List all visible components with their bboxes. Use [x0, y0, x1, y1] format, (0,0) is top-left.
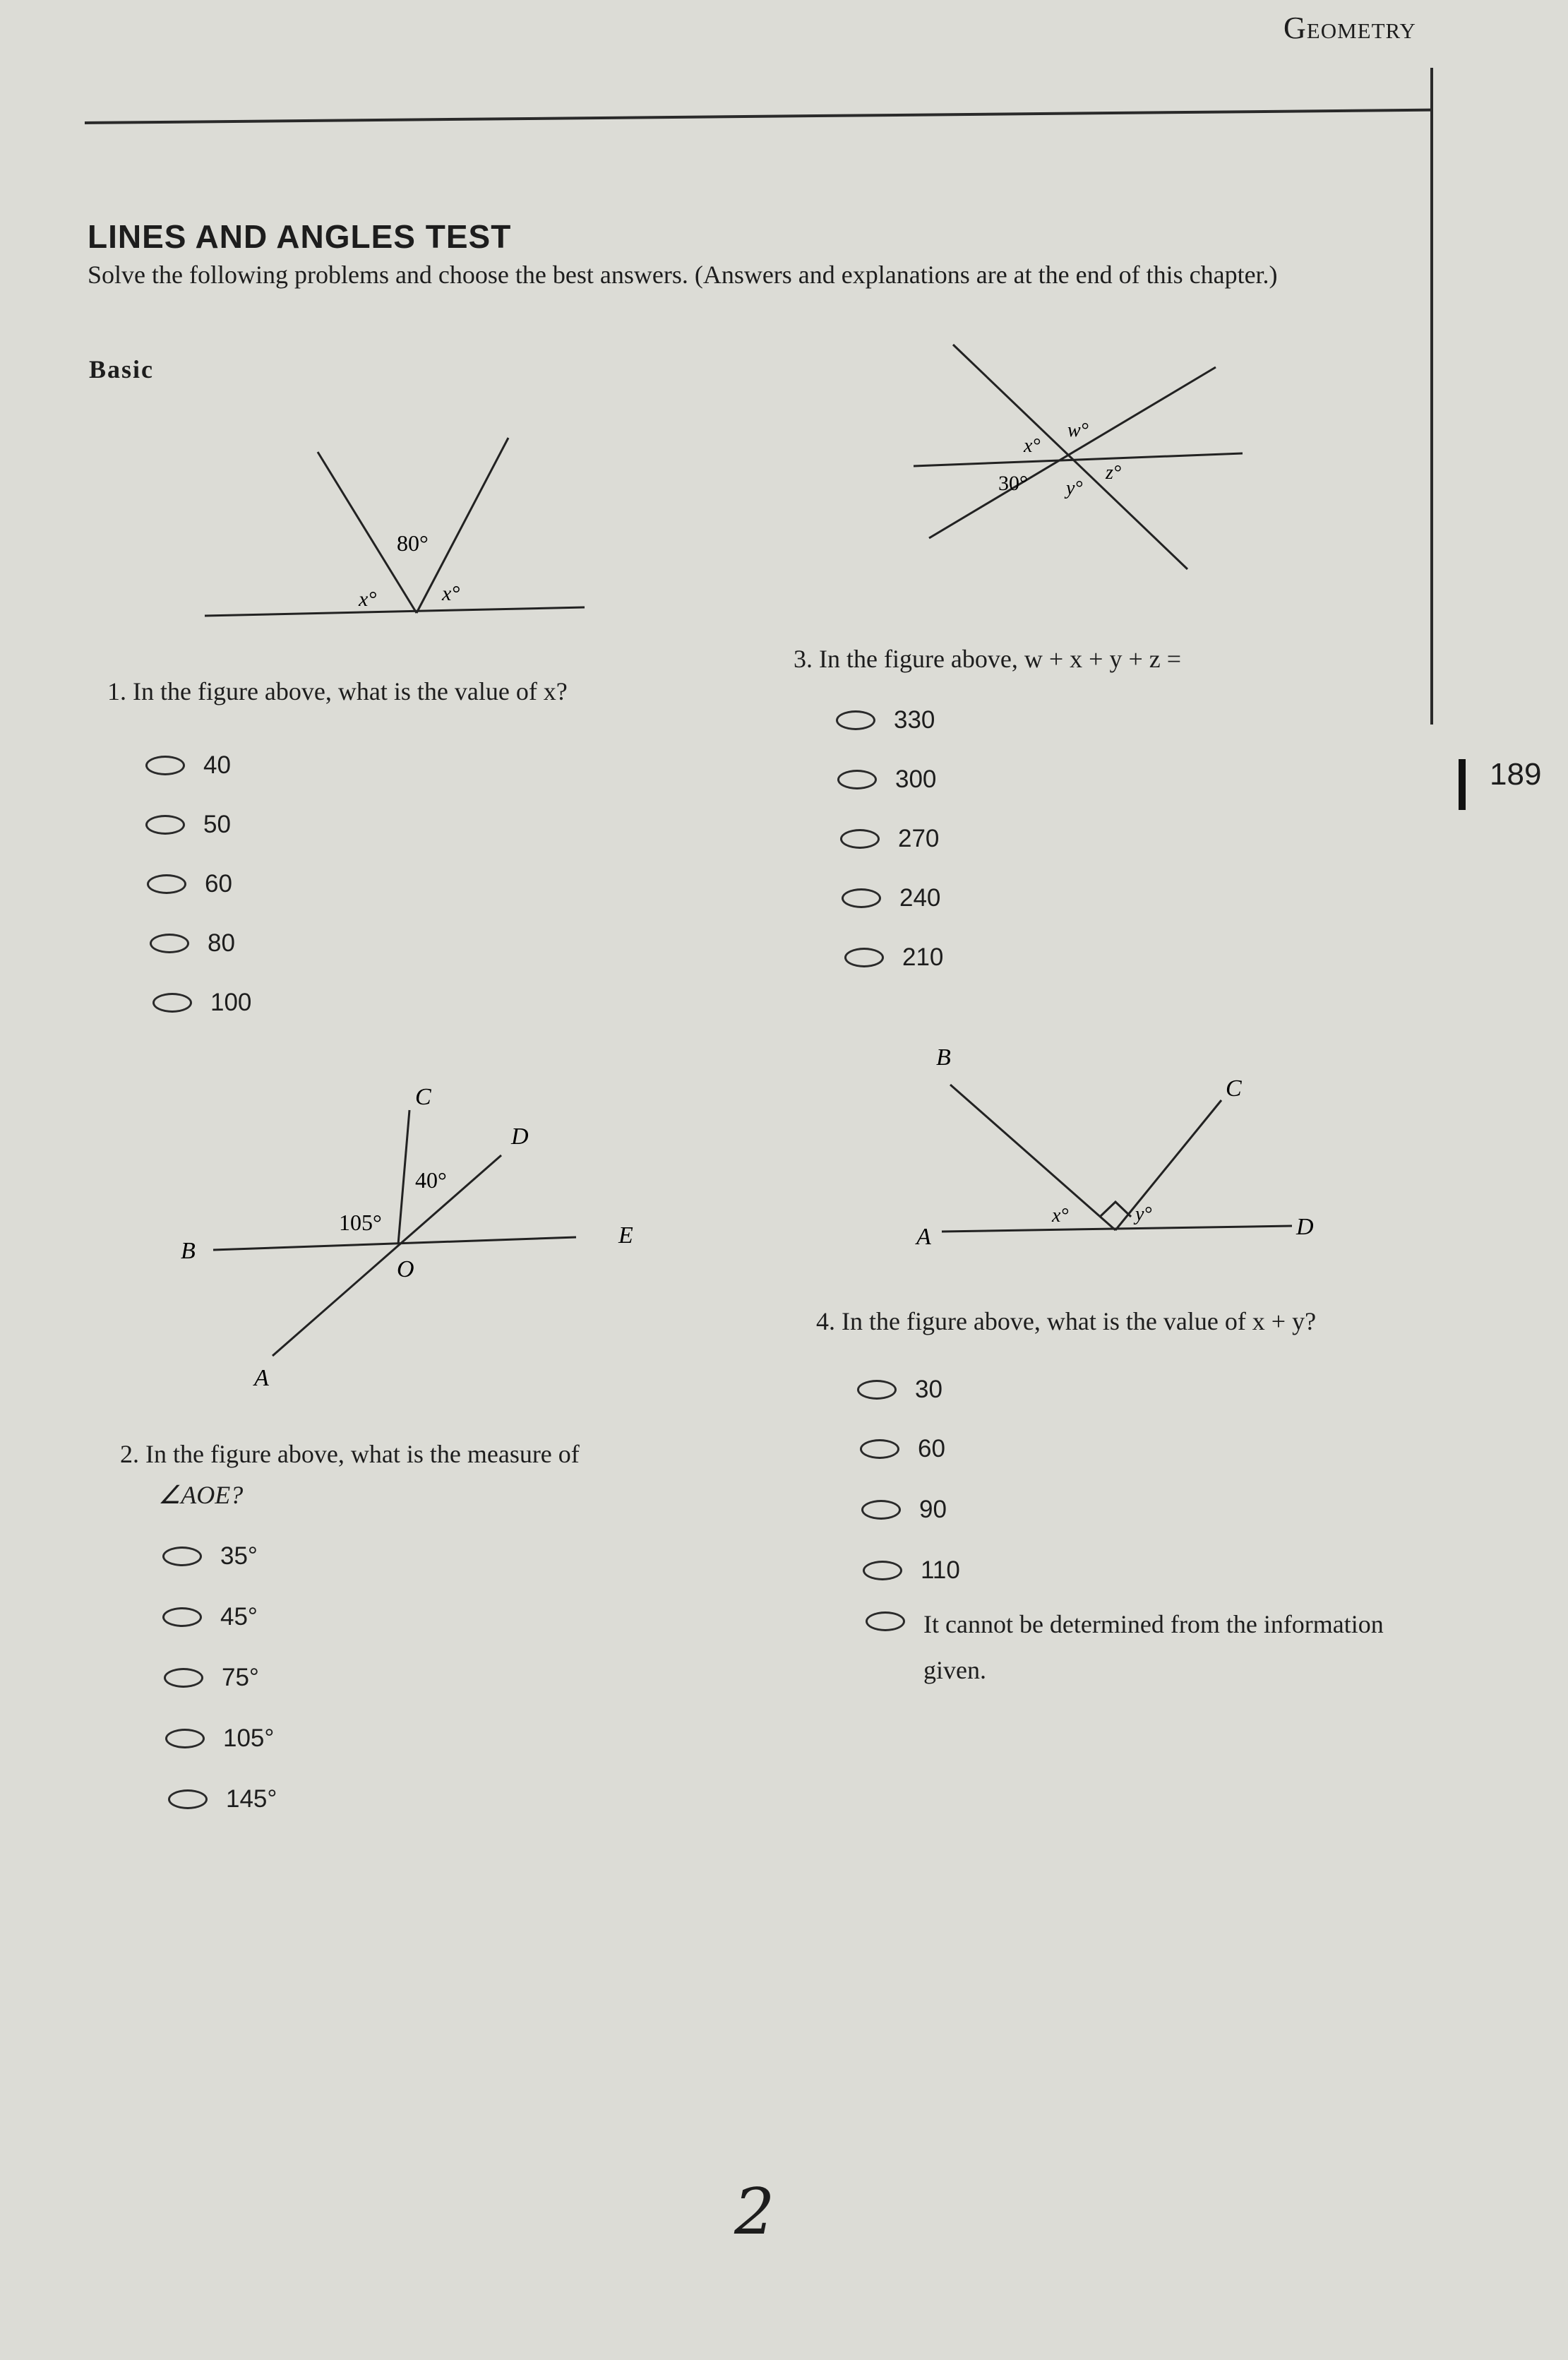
answer-bubble[interactable] — [165, 1729, 205, 1748]
answer-bubble[interactable] — [164, 1668, 203, 1688]
answer-choice[interactable] — [145, 751, 231, 780]
answer-choice[interactable] — [162, 1542, 258, 1571]
choice-label: 145° — [226, 1785, 277, 1813]
fig1-left-label: x° — [359, 588, 377, 611]
answer-choice[interactable] — [844, 943, 943, 972]
answer-choice[interactable] — [150, 929, 235, 958]
choice-label: 240 — [899, 884, 941, 912]
handwritten-note: 2 — [734, 2175, 775, 2249]
question-4 — [816, 1306, 1316, 1336]
answer-bubble[interactable] — [857, 1380, 897, 1400]
figure-2 — [169, 1073, 678, 1398]
question-2-line2: ∠AOE? — [158, 1481, 244, 1509]
answer-bubble[interactable] — [860, 1439, 899, 1459]
choice-label: 45° — [220, 1603, 258, 1631]
fig2-angle1-label: 40° — [415, 1167, 447, 1193]
answer-bubble[interactable] — [147, 874, 186, 894]
answer-bubble[interactable] — [837, 770, 877, 789]
figure-3 — [911, 339, 1264, 579]
figure-4 — [911, 1045, 1327, 1257]
choice-label: 75° — [222, 1664, 259, 1691]
fig4-label-a: A — [916, 1224, 931, 1250]
answer-bubble[interactable] — [866, 1611, 905, 1631]
choice-label: 60 — [205, 870, 232, 898]
figure-1 — [198, 431, 593, 628]
instructions: Solve the following problems and choose the best answers. (Answers and explanations are at the end of this chapter.) — [88, 261, 1278, 289]
fig4-x-label: x° — [1052, 1205, 1069, 1227]
choice-label: 105° — [223, 1724, 275, 1752]
choice-label: 300 — [895, 765, 937, 793]
choice-label: 270 — [898, 825, 940, 852]
question-prompt: In the figure above, what is the value of x + y? — [842, 1307, 1317, 1335]
answer-choice[interactable] — [168, 1785, 277, 1813]
answer-choice[interactable] — [836, 706, 935, 734]
fig2-label-d: D — [511, 1124, 529, 1150]
section-heading: Basic — [89, 355, 155, 383]
fig2-label-o: O — [397, 1256, 414, 1282]
answer-choice[interactable] — [162, 1603, 258, 1631]
answer-bubble[interactable] — [162, 1607, 202, 1627]
answer-bubble[interactable] — [162, 1546, 202, 1566]
question-number: 1. — [107, 677, 126, 705]
answer-choice[interactable] — [165, 1724, 274, 1753]
choice-label: 110 — [921, 1556, 960, 1584]
answer-bubble[interactable] — [844, 948, 884, 967]
test-title: LINES AND ANGLES TEST — [88, 218, 512, 255]
question-prompt: In the figure above, what is the measure of — [145, 1440, 580, 1468]
answer-choice[interactable] — [840, 825, 939, 853]
question-3 — [794, 644, 1181, 674]
page-tab-marker — [1459, 759, 1466, 810]
fig3-y-label: y° — [1066, 477, 1083, 499]
fig3-angle-label: 30° — [998, 472, 1028, 495]
question-number: 4. — [816, 1307, 835, 1335]
fig3-w-label: w° — [1067, 419, 1089, 441]
answer-choice[interactable] — [145, 811, 231, 839]
answer-bubble[interactable] — [842, 888, 881, 908]
answer-bubble[interactable] — [840, 829, 880, 849]
question-prompt: In the figure above, w + x + y + z = — [819, 645, 1182, 673]
choice-label: 330 — [894, 706, 935, 734]
fig3-x-label: x° — [1024, 435, 1041, 457]
header-rule — [85, 109, 1433, 124]
question-number: 2. — [120, 1440, 139, 1468]
answer-choice[interactable] — [837, 765, 936, 794]
answer-choice[interactable] — [860, 1435, 945, 1463]
page-number: 189 — [1490, 757, 1542, 792]
answer-bubble[interactable] — [168, 1789, 208, 1809]
choice-label: It cannot be determined from the information given. — [923, 1610, 1384, 1684]
fig4-label-c: C — [1226, 1075, 1242, 1102]
answer-bubble[interactable] — [145, 815, 185, 835]
running-head: Geometry — [1283, 11, 1416, 45]
fig2-label-c: C — [415, 1084, 431, 1110]
question-2 — [120, 1439, 580, 1469]
answer-choice[interactable] — [861, 1496, 947, 1524]
fig1-angle-label: 80° — [397, 530, 429, 556]
fig2-angle2-label: 105° — [339, 1210, 382, 1235]
answer-bubble[interactable] — [861, 1500, 901, 1520]
choice-label: 60 — [918, 1435, 945, 1462]
fig4-label-d: D — [1296, 1214, 1314, 1240]
fig2-label-a: A — [254, 1365, 269, 1391]
choice-label: 50 — [203, 811, 231, 838]
choice-label: 30 — [915, 1376, 942, 1403]
choice-label: 100 — [210, 989, 252, 1016]
answer-choice[interactable] — [842, 884, 940, 912]
answer-choice[interactable] — [147, 870, 232, 898]
choice-label: 210 — [902, 943, 944, 971]
answer-bubble[interactable] — [863, 1561, 902, 1580]
answer-choice[interactable] — [866, 1602, 1402, 1693]
question-1 — [107, 677, 568, 706]
fig2-label-b: B — [181, 1238, 196, 1264]
fig4-y-label: y° — [1135, 1203, 1152, 1225]
fig4-label-b: B — [936, 1045, 951, 1071]
fig3-z-label: z° — [1106, 462, 1122, 484]
choice-label: 90 — [919, 1496, 947, 1523]
answer-choice[interactable] — [863, 1556, 960, 1585]
question-number: 3. — [794, 645, 813, 673]
choice-label: 40 — [203, 751, 231, 779]
fig2-label-e: E — [618, 1222, 633, 1248]
answer-choice[interactable] — [164, 1664, 259, 1692]
question-prompt: In the figure above, what is the value of x? — [133, 677, 568, 705]
choice-label: 80 — [208, 929, 235, 957]
answer-choice[interactable] — [152, 989, 251, 1017]
choice-label: 35° — [220, 1542, 258, 1570]
answer-bubble[interactable] — [150, 934, 189, 953]
fig1-right-label: x° — [442, 582, 460, 605]
answer-choice[interactable] — [857, 1376, 942, 1404]
answer-bubble[interactable] — [836, 710, 875, 730]
answer-bubble[interactable] — [152, 993, 192, 1013]
margin-rule — [1430, 68, 1433, 725]
answer-bubble[interactable] — [145, 756, 185, 775]
